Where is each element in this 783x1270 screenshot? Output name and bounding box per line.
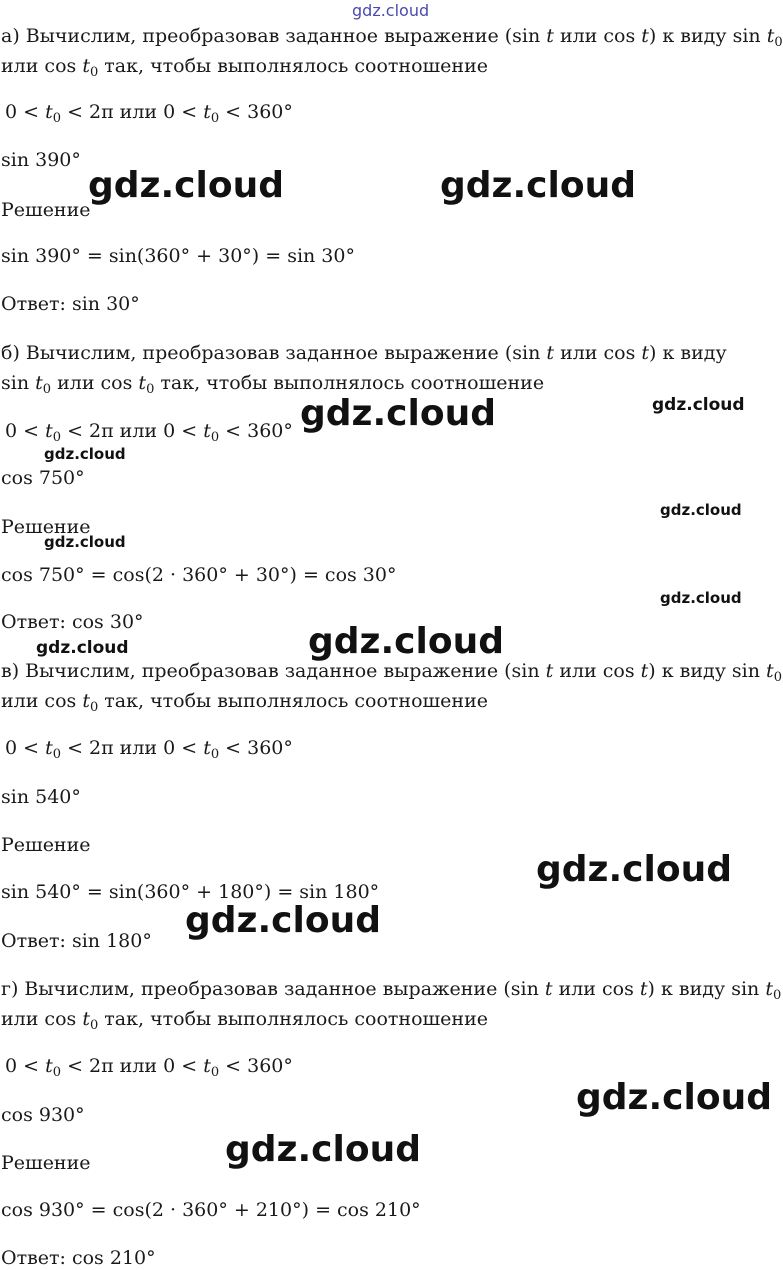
watermark: gdz.cloud — [44, 533, 126, 551]
watermark: gdz.cloud — [660, 589, 742, 607]
watermark: gdz.cloud — [660, 501, 742, 519]
watermark: gdz.cloud — [536, 849, 732, 890]
section-a-condition: $0 < t_0 < 2\pi$ или $0 < t_0 < 360^\circ$ — [5, 101, 293, 126]
section-c-answer: Ответ: sin 180° — [1, 930, 152, 952]
section-d-equation: cos 930° = cos(2 · 360° + 210°) = cos 210° — [1, 1199, 421, 1221]
section-d-condition: $0 < t_0 < 2\pi$ или $0 < t_0 < 360^\circ$ — [5, 1055, 293, 1080]
watermark: gdz.cloud — [36, 638, 129, 658]
section-a-answer: Ответ: sin 30° — [1, 293, 140, 315]
section-b-lead: б) Вычислим, преобразовав заданное выражение (sin t или cos t) к виду — [1, 342, 727, 364]
watermark: gdz.cloud — [300, 393, 496, 434]
section-b-condition: $0 < t_0 < 2\pi$ или $0 < t_0 < 360^\circ$ — [5, 420, 293, 445]
section-c-expression: sin 540° — [1, 786, 81, 808]
section-d-expression: cos 930° — [1, 1104, 85, 1126]
section-b-lead-line2: $\sin t_0$ или $\cos t_0$ так, чтобы выполнялось соотношение — [1, 372, 545, 397]
section-d-answer: Ответ: cos 210° — [1, 1247, 156, 1269]
watermark: gdz.cloud — [308, 621, 504, 662]
section-c-solution-label: Решение — [1, 834, 91, 856]
section-a-lead: а) Вычислим, преобразовав заданное выражение (sin t или cos t) к виду $\sin t_0$ — [1, 25, 783, 50]
section-c-equation: sin 540° = sin(360° + 180°) = sin 180° — [1, 881, 380, 903]
watermark: gdz.cloud — [44, 445, 126, 463]
section-c-lead-line2: или $\cos t_0$ так, чтобы выполнялось соотношение — [1, 690, 488, 715]
watermark-top: gdz.cloud — [352, 1, 430, 20]
section-a-solution-label: Решение — [1, 199, 91, 221]
watermark: gdz.cloud — [576, 1077, 772, 1118]
section-c-lead: в) Вычислим, преобразовав заданное выражение (sin t или cos t) к виду $\sin t_0$ — [1, 660, 782, 685]
watermark: gdz.cloud — [88, 165, 284, 206]
section-b-solution-label: Решение — [1, 516, 91, 538]
section-a-expression: sin 390° — [1, 149, 81, 171]
section-a-lead-line2: или $\cos t_0$ так, чтобы выполнялось соотношение — [1, 55, 488, 80]
watermark: gdz.cloud — [652, 395, 745, 415]
section-a-equation: sin 390° = sin(360° + 30°) = sin 30° — [1, 245, 355, 267]
section-d-lead: г) Вычислим, преобразовав заданное выражение (sin t или cos t) к виду $\sin t_0$ — [1, 978, 782, 1003]
section-b-equation: cos 750° = cos(2 · 360° + 30°) = cos 30° — [1, 564, 397, 586]
watermark: gdz.cloud — [225, 1129, 421, 1170]
section-b-answer: Ответ: cos 30° — [1, 611, 144, 633]
watermark: gdz.cloud — [185, 900, 381, 941]
section-c-condition: $0 < t_0 < 2\pi$ или $0 < t_0 < 360^\circ$ — [5, 737, 293, 762]
section-b-expression: cos 750° — [1, 467, 85, 489]
section-d-lead-line2: или $\cos t_0$ так, чтобы выполнялось соотношение — [1, 1008, 488, 1033]
watermark: gdz.cloud — [440, 165, 636, 206]
section-d-solution-label: Решение — [1, 1152, 91, 1174]
